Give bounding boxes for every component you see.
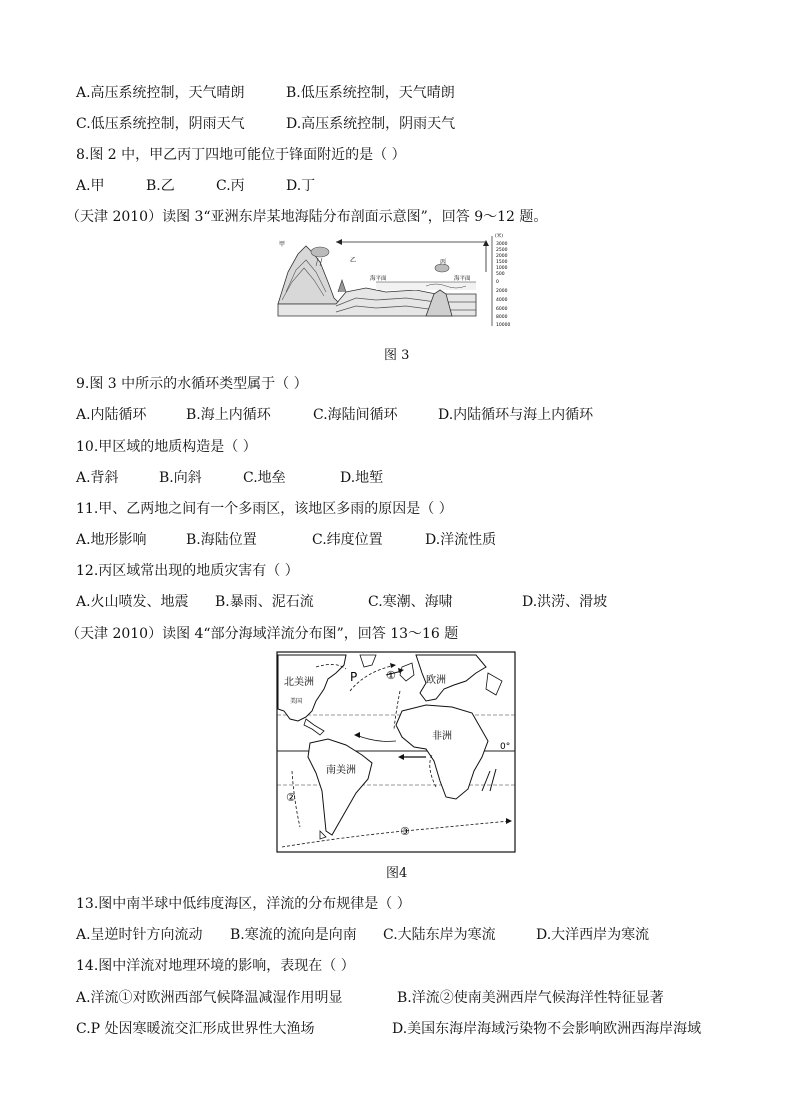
fig4-label-equator: 0° bbox=[500, 742, 511, 752]
fig4-label-current-3: ③ bbox=[400, 825, 410, 838]
q11-option-a: A.地形影响 bbox=[76, 532, 147, 548]
q10-option-a: A.背斜 bbox=[76, 470, 119, 486]
fig4-caption: 图4 bbox=[386, 866, 408, 881]
fig3-scale-9: 6000 bbox=[496, 307, 508, 312]
fig3-sea-level-2: 海平面 bbox=[454, 276, 471, 282]
q9-option-a: A.内陆循环 bbox=[76, 407, 147, 423]
q7-option-b: B.低压系统控制，天气晴朗 bbox=[286, 85, 455, 101]
fig3-scale-6: 0 bbox=[496, 280, 499, 285]
q8-option-b: B.乙 bbox=[146, 178, 175, 194]
fig3-scale-11: 10000 bbox=[496, 323, 511, 328]
fig4-label-current-2: ② bbox=[286, 791, 296, 804]
fig3-scale-2: 2000 bbox=[496, 254, 508, 259]
fig3-scale-4: 1000 bbox=[496, 266, 508, 271]
fig3-scale-10: 8000 bbox=[496, 315, 508, 320]
fig3-label-yi: 乙 bbox=[350, 257, 357, 264]
q11-option-d: D.洋流性质 bbox=[425, 532, 497, 548]
q11-option-c: C.纬度位置 bbox=[312, 532, 383, 548]
q11-option-b: B.海陆位置 bbox=[186, 532, 257, 548]
fig3-unit: (米) bbox=[495, 234, 504, 239]
q13-option-d: D.大洋西岸为寒流 bbox=[536, 927, 650, 943]
q8-option-a: A.甲 bbox=[76, 178, 105, 194]
fig4-label-p: P bbox=[350, 670, 358, 684]
fig4-label-current-1: ① bbox=[386, 669, 396, 682]
fig3-scale-5: 500 bbox=[496, 272, 505, 277]
fig4-label-europe: 欧洲 bbox=[426, 675, 446, 686]
q10-option-d: D.地堑 bbox=[340, 470, 384, 486]
q12-stem: 12.丙区域常出现的地质灾害有（ ） bbox=[76, 563, 299, 579]
q7-option-c: C.低压系统控制，阴雨天气 bbox=[76, 116, 245, 132]
q9-option-b: B.海上内循环 bbox=[186, 407, 271, 423]
q12-option-a: A.火山喷发、地震 bbox=[76, 594, 189, 610]
q7-option-d: D.高压系统控制，阴雨天气 bbox=[286, 116, 456, 132]
fig3-label-bing: 丙 bbox=[440, 259, 447, 266]
q12-option-b: B.暴雨、泥石流 bbox=[215, 594, 314, 610]
q13-stem: 13.图中南半球中低纬度海区，洋流的分布规律是（ ） bbox=[76, 896, 411, 912]
q10-stem: 10.甲区域的地质构造是（ ） bbox=[76, 439, 257, 455]
q10-option-c: C.地垒 bbox=[243, 470, 286, 486]
q14-option-b: B.洋流②使南美洲西岸气候海洋性特征显著 bbox=[397, 990, 664, 1006]
figure-3-cross-section bbox=[276, 232, 518, 330]
q9-option-c: C.海陆间循环 bbox=[313, 407, 398, 423]
q14-option-a: A.洋流①对欧洲西部气候降温减湿作用明显 bbox=[76, 990, 343, 1006]
q12-option-c: C.寒潮、海啸 bbox=[368, 594, 453, 610]
q12-option-d: D.洪涝、滑坡 bbox=[522, 594, 608, 610]
q9-stem: 9.图 3 中所示的水循环类型属于（ ） bbox=[76, 376, 308, 392]
q11-stem: 11.甲、乙两地之间有一个多雨区，该地区多雨的原因是（ ） bbox=[76, 501, 453, 517]
q13-option-b: B.寒流的流向是向南 bbox=[230, 927, 357, 943]
q14-option-d: D.美国东海岸海域污染物不会影响欧洲西海岸海域 bbox=[392, 1021, 702, 1037]
fig4-label-usa: 美国 bbox=[290, 698, 303, 705]
intro-fig3: （天津 2010）读图 3“亚洲东岸某地海陆分布剖面示意图”，回答 9～12 题。 bbox=[66, 209, 548, 225]
figure-4-ocean-currents-map bbox=[276, 651, 516, 853]
q13-option-c: C.大陆东岸为寒流 bbox=[383, 927, 496, 943]
q8-option-c: C.丙 bbox=[216, 178, 245, 194]
fig3-scale-3: 1500 bbox=[496, 260, 508, 265]
fig3-scale-8: 4000 bbox=[496, 298, 508, 303]
q8-stem: 8.图 2 中，甲乙丙丁四地可能位于锋面附近的是（ ） bbox=[76, 147, 406, 163]
fig3-caption: 图 3 bbox=[384, 348, 410, 363]
fig4-label-south-america: 南美洲 bbox=[326, 765, 356, 776]
q14-stem: 14.图中洋流对地理环境的影响，表现在（ ） bbox=[76, 958, 355, 974]
fig3-label-jia: 甲 bbox=[279, 241, 286, 248]
fig4-label-africa: 非洲 bbox=[432, 731, 452, 742]
intro-fig4: （天津 2010）读图 4“部分海域洋流分布图”，回答 13～16 题 bbox=[66, 626, 459, 642]
q9-option-d: D.内陆循环与海上内循环 bbox=[438, 407, 594, 423]
fig3-sea-level-1: 海平面 bbox=[370, 276, 387, 282]
fig3-scale-0: 3000 bbox=[496, 242, 508, 247]
q10-option-b: B.向斜 bbox=[159, 470, 202, 486]
q7-option-a: A.高压系统控制，天气晴朗 bbox=[76, 85, 245, 101]
q14-option-c: C.P 处因寒暖流交汇形成世界性大渔场 bbox=[76, 1021, 315, 1037]
fig3-scale-7: 2000 bbox=[496, 289, 508, 294]
q13-option-a: A.呈逆时针方向流动 bbox=[76, 927, 203, 943]
fig3-scale-1: 2500 bbox=[496, 248, 508, 253]
fig4-label-north-america: 北美洲 bbox=[284, 677, 314, 688]
q8-option-d: D.丁 bbox=[286, 178, 316, 194]
